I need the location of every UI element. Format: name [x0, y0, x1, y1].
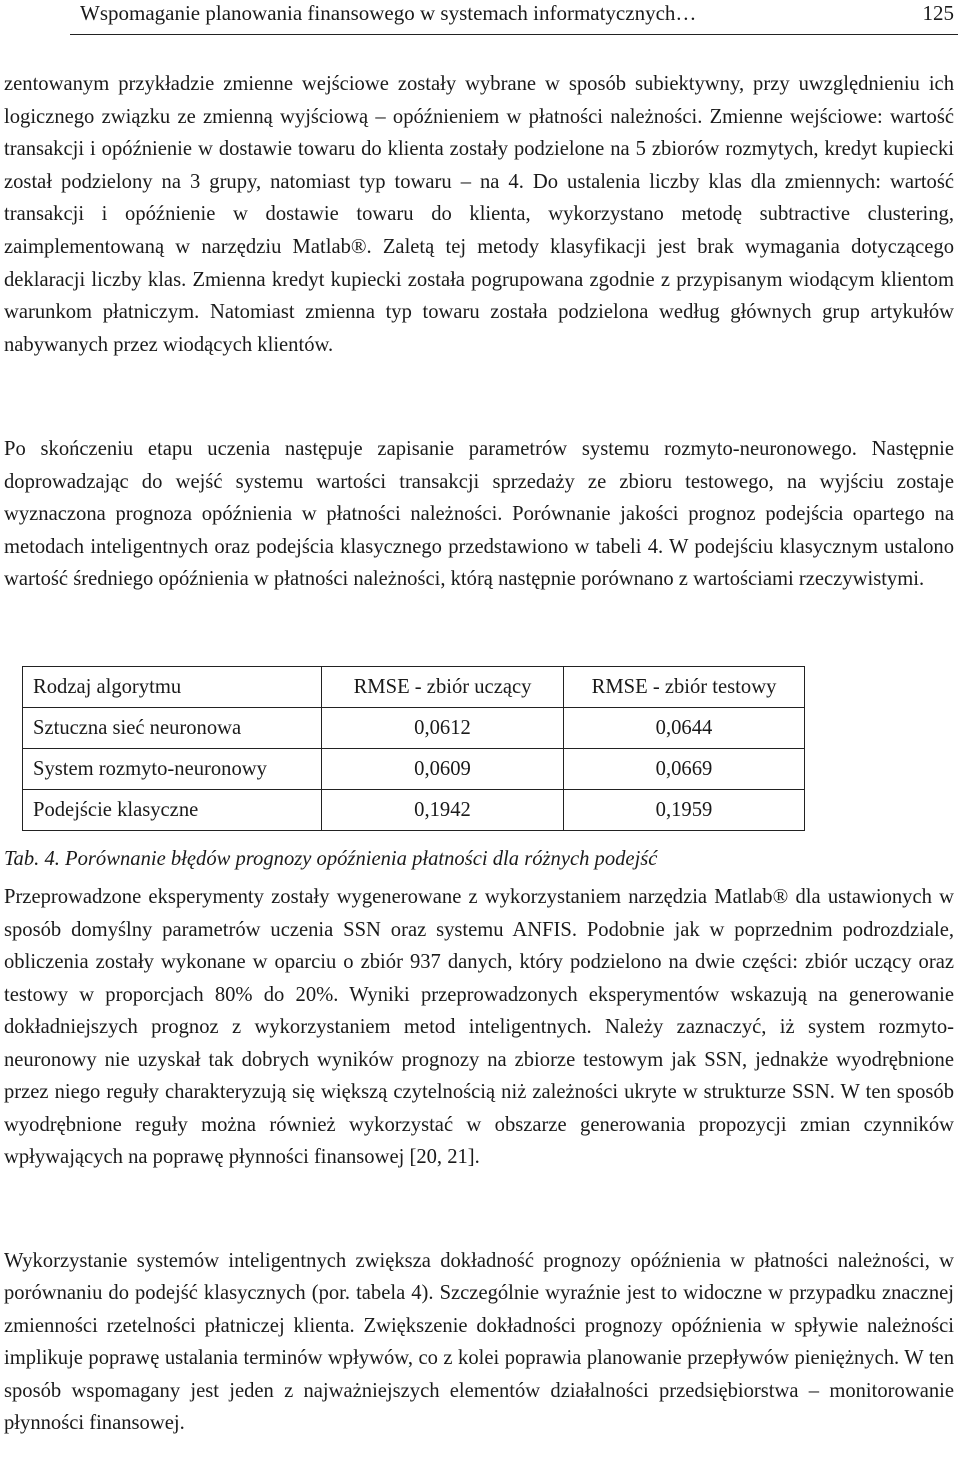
- paragraph-forecast-comparison: Po skończeniu etapu uczenia następuje zapisanie parametrów systemu rozmyto-neuronowego. Następnie doprowadzając do wejść systemu wartości transakcji sprzedaży ze zbioru testowego, na wyjściu zostaje wyznaczona prognoza opóźnienia w płatności należności. Porównanie jakości prognoz podejścia opartego na metodach inteligentnych oraz podejścia klasycznego przedstawiono w tabeli 4. W podejściu klasycznym ustalono wartość średniego opóźnienia w płatności należności, którą następnie porównano z wartościami rzeczywistymi.: [4, 438, 954, 591]
- running-header: [70, 0, 958, 35]
- table-header-cell: Rodzaj algorytmu: [23, 667, 322, 708]
- rmse-results-table: [22, 666, 805, 831]
- table-cell: 0,0609: [322, 749, 564, 790]
- paragraph-input-variables: zentowanym przykładzie zmienne wejściowe zostały wybrane w sposób subiektywny, przy uwzględnieniu ich logicznego związku ze zmienną wyjściową – opóźnieniem w płatności należności. Zmienne wejściowe: wartość transakcji i opóźnienie w dostawie towaru do klienta zostały podzielone na 5 zbiorów rozmytych, kredyt kupiecki został podzielony na 3 grupy, natomiast typ towaru – na 4. Do ustalenia liczby klas dla zmiennych: wartość transakcji i opóźnienie w dostawie towaru do klienta, wykorzystano metodę subtractive clustering, zaimplementowaną w narzędziu Matlab®. Zaletą tej metody klasyfikacji jest brak wymagania dotyczącego deklaracji liczby klas. Zmienna kredyt kupiecki została pogrupowana zgodnie z przypisanym wiodącym klientom warunkom płatniczym. Natomiast zmienna typ towaru została podzielona według głównych grup artykułów nabywanych przez wiodących klientów.: [4, 73, 954, 356]
- running-header-title: Wspomaganie planowania finansowego w systemach informatycznych…: [80, 1, 697, 25]
- table-cell: 0,0644: [564, 708, 805, 749]
- table-row: [23, 790, 805, 831]
- table-header-cell: RMSE - zbiór testowy: [564, 667, 805, 708]
- table-cell: System rozmyto-neuronowy: [23, 749, 322, 790]
- table-cell: 0,1942: [322, 790, 564, 831]
- table-cell: 0,1959: [564, 790, 805, 831]
- table-cell: Podejście klasyczne: [23, 790, 322, 831]
- paragraph-conclusion: Wykorzystanie systemów inteligentnych zwiększa dokładność prognozy opóźnienia w płatności należności, w porównaniu do podejść klasycznych (por. tabela 4). Szczególnie wyraźnie jest to widoczne w przypadku znacznej zmienności rzetelności płatniczej klienta. Zwiększenie dokładności prognozy opóźnienia w spływie należności implikuje poprawę ustalania terminów wpływów, co z kolei poprawia planowanie przepływów pieniężnych. W ten sposób wspomagany jest jeden z najważniejszych elementów działalności przedsiębiorstwa – monitorowanie płynności finansowej.: [4, 1250, 954, 1435]
- table-row: [23, 708, 805, 749]
- paragraph-experiments: Przeprowadzone eksperymenty zostały wygenerowane z wykorzystaniem narzędzia Matlab® dla ustawionych w sposób domyślny parametrów uczenia SSN oraz systemu ANFIS. Podobnie jak w poprzednim podrozdziale, obliczenia zostały wykonane w oparciu o zbiór 937 danych, który podzielono na dwie części: zbiór uczący oraz testowy w proporcjach 80% do 20%. Wyniki przeprowadzonych eksperymentów wskazują na generowanie dokładniejszych prognoz z wykorzystaniem metod inteligentnych. Należy zaznaczyć, iż system rozmyto-neuronowy nie uzyskał tak dobrych wyników prognozy na zbiorze testowym jak SSN, jednakże wyodrębnione przez niego reguły charakteryzują się większą czytelnością niż zależności ukryte w strukturze SSN. W ten sposób wyodrębnione reguły można również wykorzystać w obszarze generowania propozycji zmian czynników wpływających na poprawę płynności finansowej [20, 21].: [4, 886, 954, 1168]
- table-cell: 0,0612: [322, 708, 564, 749]
- table-header-row: [23, 667, 805, 708]
- table-caption: Tab. 4. Porównanie błędów prognozy opóźnienia płatności dla różnych podejść: [4, 848, 658, 870]
- table-header-cell: RMSE - zbiór uczący: [322, 667, 564, 708]
- table-cell: 0,0669: [564, 749, 805, 790]
- page-number: 125: [922, 1, 954, 25]
- table-row: [23, 749, 805, 790]
- table-cell: Sztuczna sieć neuronowa: [23, 708, 322, 749]
